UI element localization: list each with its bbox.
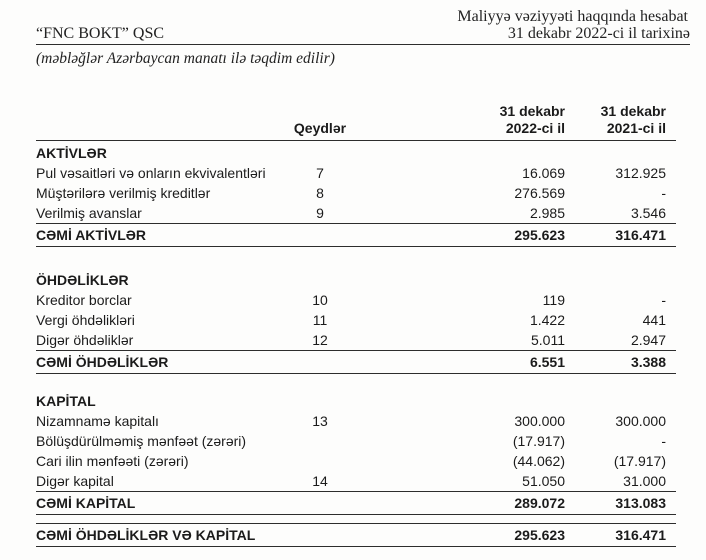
total-label: CƏMİ ÖHDƏLİKLƏR [36, 354, 169, 370]
table-row [36, 330, 676, 350]
section-header-liabilities [36, 270, 676, 290]
row-label: Müştərilərə verilmiş kreditlər [36, 185, 211, 201]
row-label: Vergi öhdəlikləri [36, 312, 135, 328]
report-title-line1: Maliyyə vəziyyəti haqqında hesabat [457, 8, 688, 25]
total-value-2022: 289.072 [514, 495, 565, 511]
column-header-notes: Qeydlər [293, 120, 347, 136]
row-note: 14 [312, 473, 328, 489]
header-underlined-row [36, 25, 690, 45]
total-value-2021: 3.388 [630, 354, 666, 370]
row-value-2021: - [661, 433, 666, 449]
table-row [36, 411, 676, 431]
row-note: 10 [312, 292, 328, 308]
row-value-2021: 441 [642, 312, 666, 328]
currency-note: (məbləğlər Azərbaycan manatı ilə təqdim edilir) [36, 50, 335, 67]
row-label: Verilmiş avanslar [36, 205, 142, 221]
row-note: 12 [312, 332, 328, 348]
row-label: Cari ilin mənfəəti (zərəri) [36, 453, 189, 469]
row-value-2022: (17.917) [512, 433, 565, 449]
row-label: Kreditor borclar [36, 292, 132, 308]
row-label: Digər kapital [36, 473, 114, 489]
row-value-2022: 276.569 [514, 185, 565, 201]
row-value-2021: 300.000 [615, 413, 666, 429]
total-value-2022: 295.623 [514, 227, 565, 243]
row-value-2022: 119 [542, 292, 565, 308]
column-header-2022 [360, 103, 565, 137]
section-title: AKTİVLƏR [36, 145, 107, 161]
scanned-financial-statement-page [0, 8, 706, 560]
total-label: CƏMİ AKTİVLƏR [36, 227, 147, 243]
row-note: 11 [312, 312, 328, 328]
column-header-2022-line1: 31 dekabr [499, 103, 565, 119]
financial-position-table [36, 103, 676, 547]
row-value-2021: - [661, 185, 666, 201]
total-label: CƏMİ KAPİTAL [36, 495, 136, 511]
table-row [36, 203, 676, 223]
grand-total-label: CƏMİ ÖHDƏLİKLƏR VƏ KAPİTAL [36, 527, 256, 543]
total-value-2022: 6.551 [529, 354, 565, 370]
column-header-2021-line1: 31 dekabr [600, 103, 666, 119]
table-row [36, 163, 676, 183]
row-value-2022: 2.985 [529, 205, 565, 221]
company-name: “FNC BOKT” QSC [36, 25, 165, 42]
row-note: 8 [316, 185, 324, 201]
row-value-2021: 3.546 [630, 205, 666, 221]
row-note: 7 [316, 165, 324, 181]
total-row-assets [36, 223, 676, 247]
row-value-2021: 31.000 [623, 473, 666, 489]
total-value-2021: 313.083 [615, 495, 666, 511]
total-value-2021: 316.471 [615, 227, 666, 243]
section-header-equity [36, 391, 676, 411]
total-row-equity [36, 491, 676, 515]
table-row [36, 183, 676, 203]
grand-total-value-2021: 316.471 [615, 527, 666, 543]
grand-total-value-2022: 295.623 [514, 527, 565, 543]
row-value-2022: 51.050 [522, 473, 565, 489]
column-header-2022-line2: 2022-ci il [505, 120, 565, 136]
row-note: 9 [316, 205, 324, 221]
table-header-row [36, 103, 676, 141]
table-row [36, 451, 676, 471]
row-value-2021: (17.917) [613, 453, 666, 469]
row-label: Pul vəsaitləri və onların ekvivalentləri [36, 165, 266, 181]
report-title-line2: 31 dekabr 2022-ci il tarixinə [507, 25, 690, 42]
row-value-2022: 300.000 [514, 413, 565, 429]
row-value-2022: 5.011 [531, 332, 565, 348]
row-value-2022: 1.422 [529, 312, 565, 328]
total-row-liabilities [36, 350, 676, 374]
row-label: Bölüşdürülməmiş mənfəət (zərəri) [36, 433, 247, 449]
table-row [36, 431, 676, 451]
column-header-2021-line2: 2021-ci il [606, 120, 666, 136]
row-value-2021: 312.925 [615, 165, 666, 181]
row-label: Nizamnamə kapitalı [36, 413, 159, 429]
section-header-assets [36, 143, 676, 163]
table-row [36, 310, 676, 330]
row-value-2022: 16.069 [522, 165, 565, 181]
row-label: Digər öhdəliklər [36, 332, 134, 348]
grand-total-row [36, 523, 676, 547]
table-row [36, 471, 676, 491]
section-title: ÖHDƏLİKLƏR [36, 272, 129, 288]
row-value-2021: 2.947 [630, 332, 666, 348]
document-header [36, 8, 690, 67]
row-note: 13 [312, 413, 328, 429]
row-value-2022: (44.062) [512, 453, 565, 469]
table-row [36, 290, 676, 310]
column-header-2021 [565, 103, 676, 137]
section-title: KAPİTAL [36, 393, 96, 409]
row-value-2021: - [661, 292, 666, 308]
